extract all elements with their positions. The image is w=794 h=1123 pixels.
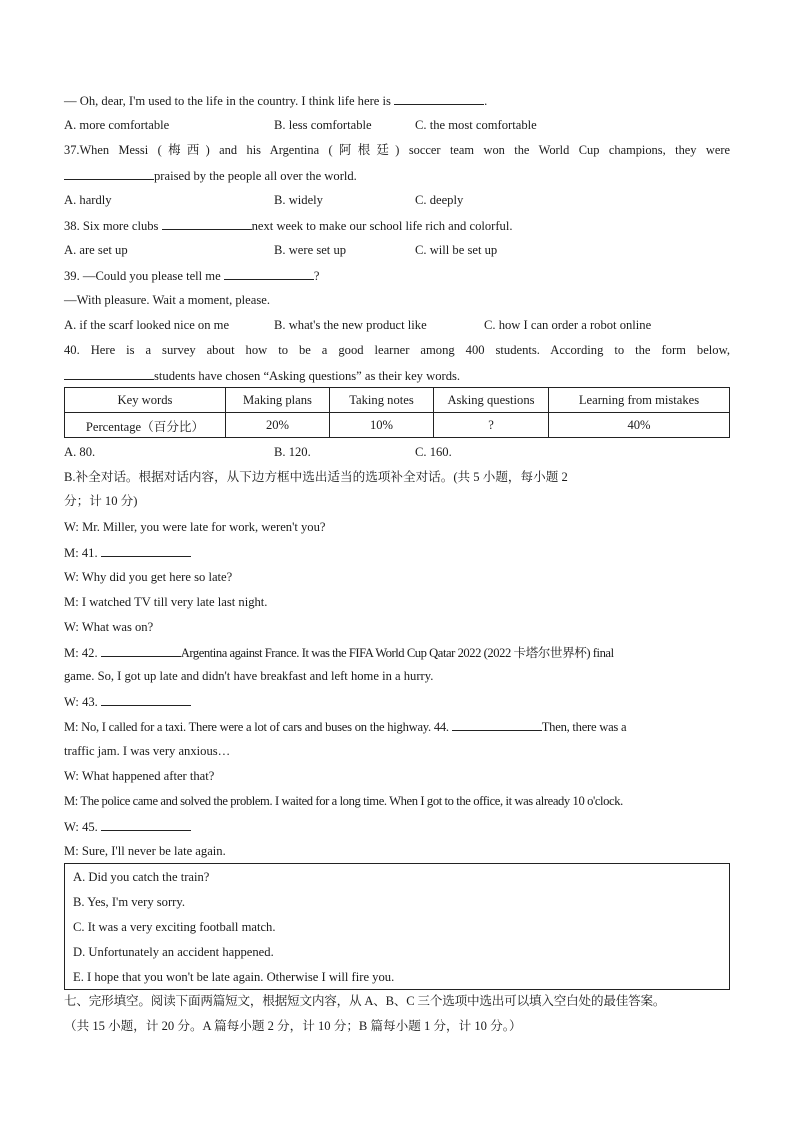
survey-table-data-row (65, 413, 730, 438)
dialogue-41-label: M: 41. (64, 546, 98, 560)
dialogue-43-blank (101, 693, 191, 706)
q40-line1: 40. Here is a survey about how to be a good learner among 400 students. According to the form below, (64, 343, 730, 357)
dialogue-line-4: M: I watched TV till very late last night. (64, 595, 268, 609)
survey-cell-taking-notes: 10% (330, 413, 434, 438)
q39-prompt-suffix: ? (313, 269, 320, 283)
q38-option-c: C. will be set up (415, 243, 498, 257)
q40-line2 (64, 367, 460, 384)
dialogue-line-44 (64, 718, 626, 735)
dialogue-42-label: M: 42. (64, 646, 98, 660)
dialogue-line-11: W: What happened after that? (64, 769, 215, 783)
dialogue-line-42 (64, 644, 614, 661)
section-b-instruction-2: 分；计 10 分) (64, 494, 138, 508)
survey-header-taking-notes: Taking notes (330, 388, 434, 413)
dialogue-line-3: W: Why did you get here so late? (64, 570, 233, 584)
choice-d: D. Unfortunately an accident happened. (73, 945, 274, 959)
q36-prompt (64, 92, 487, 109)
survey-table (64, 387, 730, 438)
q36-prompt-suffix: . (484, 94, 488, 108)
dialogue-44-blank (452, 718, 542, 731)
dialogue-45-blank (101, 818, 191, 831)
q40-answer-blank (64, 367, 154, 380)
dialogue-44-text: M: No, I called for a taxi. There were a lot of cars and buses on the highway. 44. (64, 720, 449, 734)
q37-line2 (64, 167, 357, 184)
dialogue-line-43 (64, 693, 191, 710)
q38-prompt-text: 38. Six more clubs (64, 219, 159, 233)
survey-header-asking-questions: Asking questions (434, 388, 549, 413)
q40-option-a: A. 80. (64, 445, 96, 459)
q38-prompt-suffix: next week to make our school life rich and colorful. (251, 219, 513, 233)
q37-option-b: B. widely (274, 193, 323, 207)
choice-c: C. It was a very exciting football match. (73, 920, 276, 934)
survey-cell-percentage-label: Percentage（百分比） (65, 413, 226, 438)
q36-option-a: A. more comfortable (64, 118, 170, 132)
survey-table-header-row (65, 388, 730, 413)
q40-option-b: B. 120. (274, 445, 311, 459)
q36-prompt-text: — Oh, dear, I'm used to the life in the country. I think life here is (64, 94, 391, 108)
q37-option-a: A. hardly (64, 193, 112, 207)
dialogue-line-14: M: Sure, I'll never be late again. (64, 844, 226, 858)
q38-prompt (64, 217, 513, 234)
section-7-instruction-1: 七、完形填空。阅读下面两篇短文，根据短文内容，从 A、B、C 三个选项中选出可以填入空白处的最佳答案。 (64, 994, 666, 1008)
survey-header-key-words: Key words (65, 388, 226, 413)
q37-answer-blank (64, 167, 154, 180)
q37-line1: 37.When Messi (梅西) and his Argentina (阿根廷) soccer team won the World Cup champions, they were (64, 143, 730, 157)
q39-answer-blank (224, 267, 314, 280)
survey-header-making-plans: Making plans (226, 388, 330, 413)
dialogue-line-45 (64, 818, 191, 835)
q38-option-a: A. are set up (64, 243, 128, 257)
dialogue-line-10: traffic jam. I was very anxious… (64, 744, 231, 758)
q38-answer-blank (162, 217, 252, 230)
section-7-instruction-2: （共 15 小题，计 20 分。A 篇每小题 2 分，计 10 分；B 篇每小题 1 分，计 10 分。） (64, 1019, 522, 1033)
q37-line2-text: praised by the people all over the world. (154, 169, 357, 183)
survey-cell-making-plans: 20% (226, 413, 330, 438)
choice-a: A. Did you catch the train? (73, 870, 210, 884)
choice-b: B. Yes, I'm very sorry. (73, 895, 185, 909)
dialogue-line-5: W: What was on? (64, 620, 154, 634)
q39-option-c: C. how I can order a robot online (484, 318, 652, 332)
q39-reply: —With pleasure. Wait a moment, please. (64, 293, 270, 307)
section-b-instruction-1: B.补全对话。根据对话内容，从下边方框中选出适当的选项补全对话。(共 5 小题，每小题 2 (64, 470, 568, 484)
q39-option-a: A. if the scarf looked nice on me (64, 318, 230, 332)
q39-option-b: B. what's the new product like (274, 318, 427, 332)
dialogue-line-12: M: The police came and solved the problem. I waited for a long time. When I got to the office, it was already 10 o'clock. (64, 794, 623, 808)
dialogue-41-blank (101, 544, 191, 557)
dialogue-42-blank (101, 644, 181, 657)
dialogue-line-1: W: Mr. Miller, you were late for work, weren't you? (64, 520, 326, 534)
q39-prompt (64, 267, 319, 284)
q38-option-b: B. were set up (274, 243, 347, 257)
q36-option-c: C. the most comfortable (415, 118, 537, 132)
q39-prompt-text: 39. —Could you please tell me (64, 269, 221, 283)
survey-header-learning-from-mistakes: Learning from mistakes (549, 388, 730, 413)
q37-option-c: C. deeply (415, 193, 464, 207)
q36-answer-blank (394, 92, 484, 105)
q40-line2-text: students have chosen “Asking questions” as their key words. (154, 369, 461, 383)
dialogue-42-text: Argentina against France. It was the FIFA World Cup Qatar 2022 (2022 卡塔尔世界杯) final (180, 646, 614, 660)
q40-option-c: C. 160. (415, 445, 452, 459)
choice-box (64, 863, 730, 990)
survey-cell-asking-questions: ? (434, 413, 549, 438)
q36-option-b: B. less comfortable (274, 118, 372, 132)
survey-cell-learning-from-mistakes: 40% (549, 413, 730, 438)
dialogue-45-label: W: 45. (64, 820, 98, 834)
dialogue-44-suffix: Then, there was a (541, 720, 627, 734)
dialogue-line-41 (64, 544, 191, 561)
dialogue-43-label: W: 43. (64, 695, 98, 709)
choice-e: E. I hope that you won't be late again. Otherwise I will fire you. (73, 970, 395, 984)
dialogue-line-7: game. So, I got up late and didn't have breakfast and left home in a hurry. (64, 669, 434, 683)
